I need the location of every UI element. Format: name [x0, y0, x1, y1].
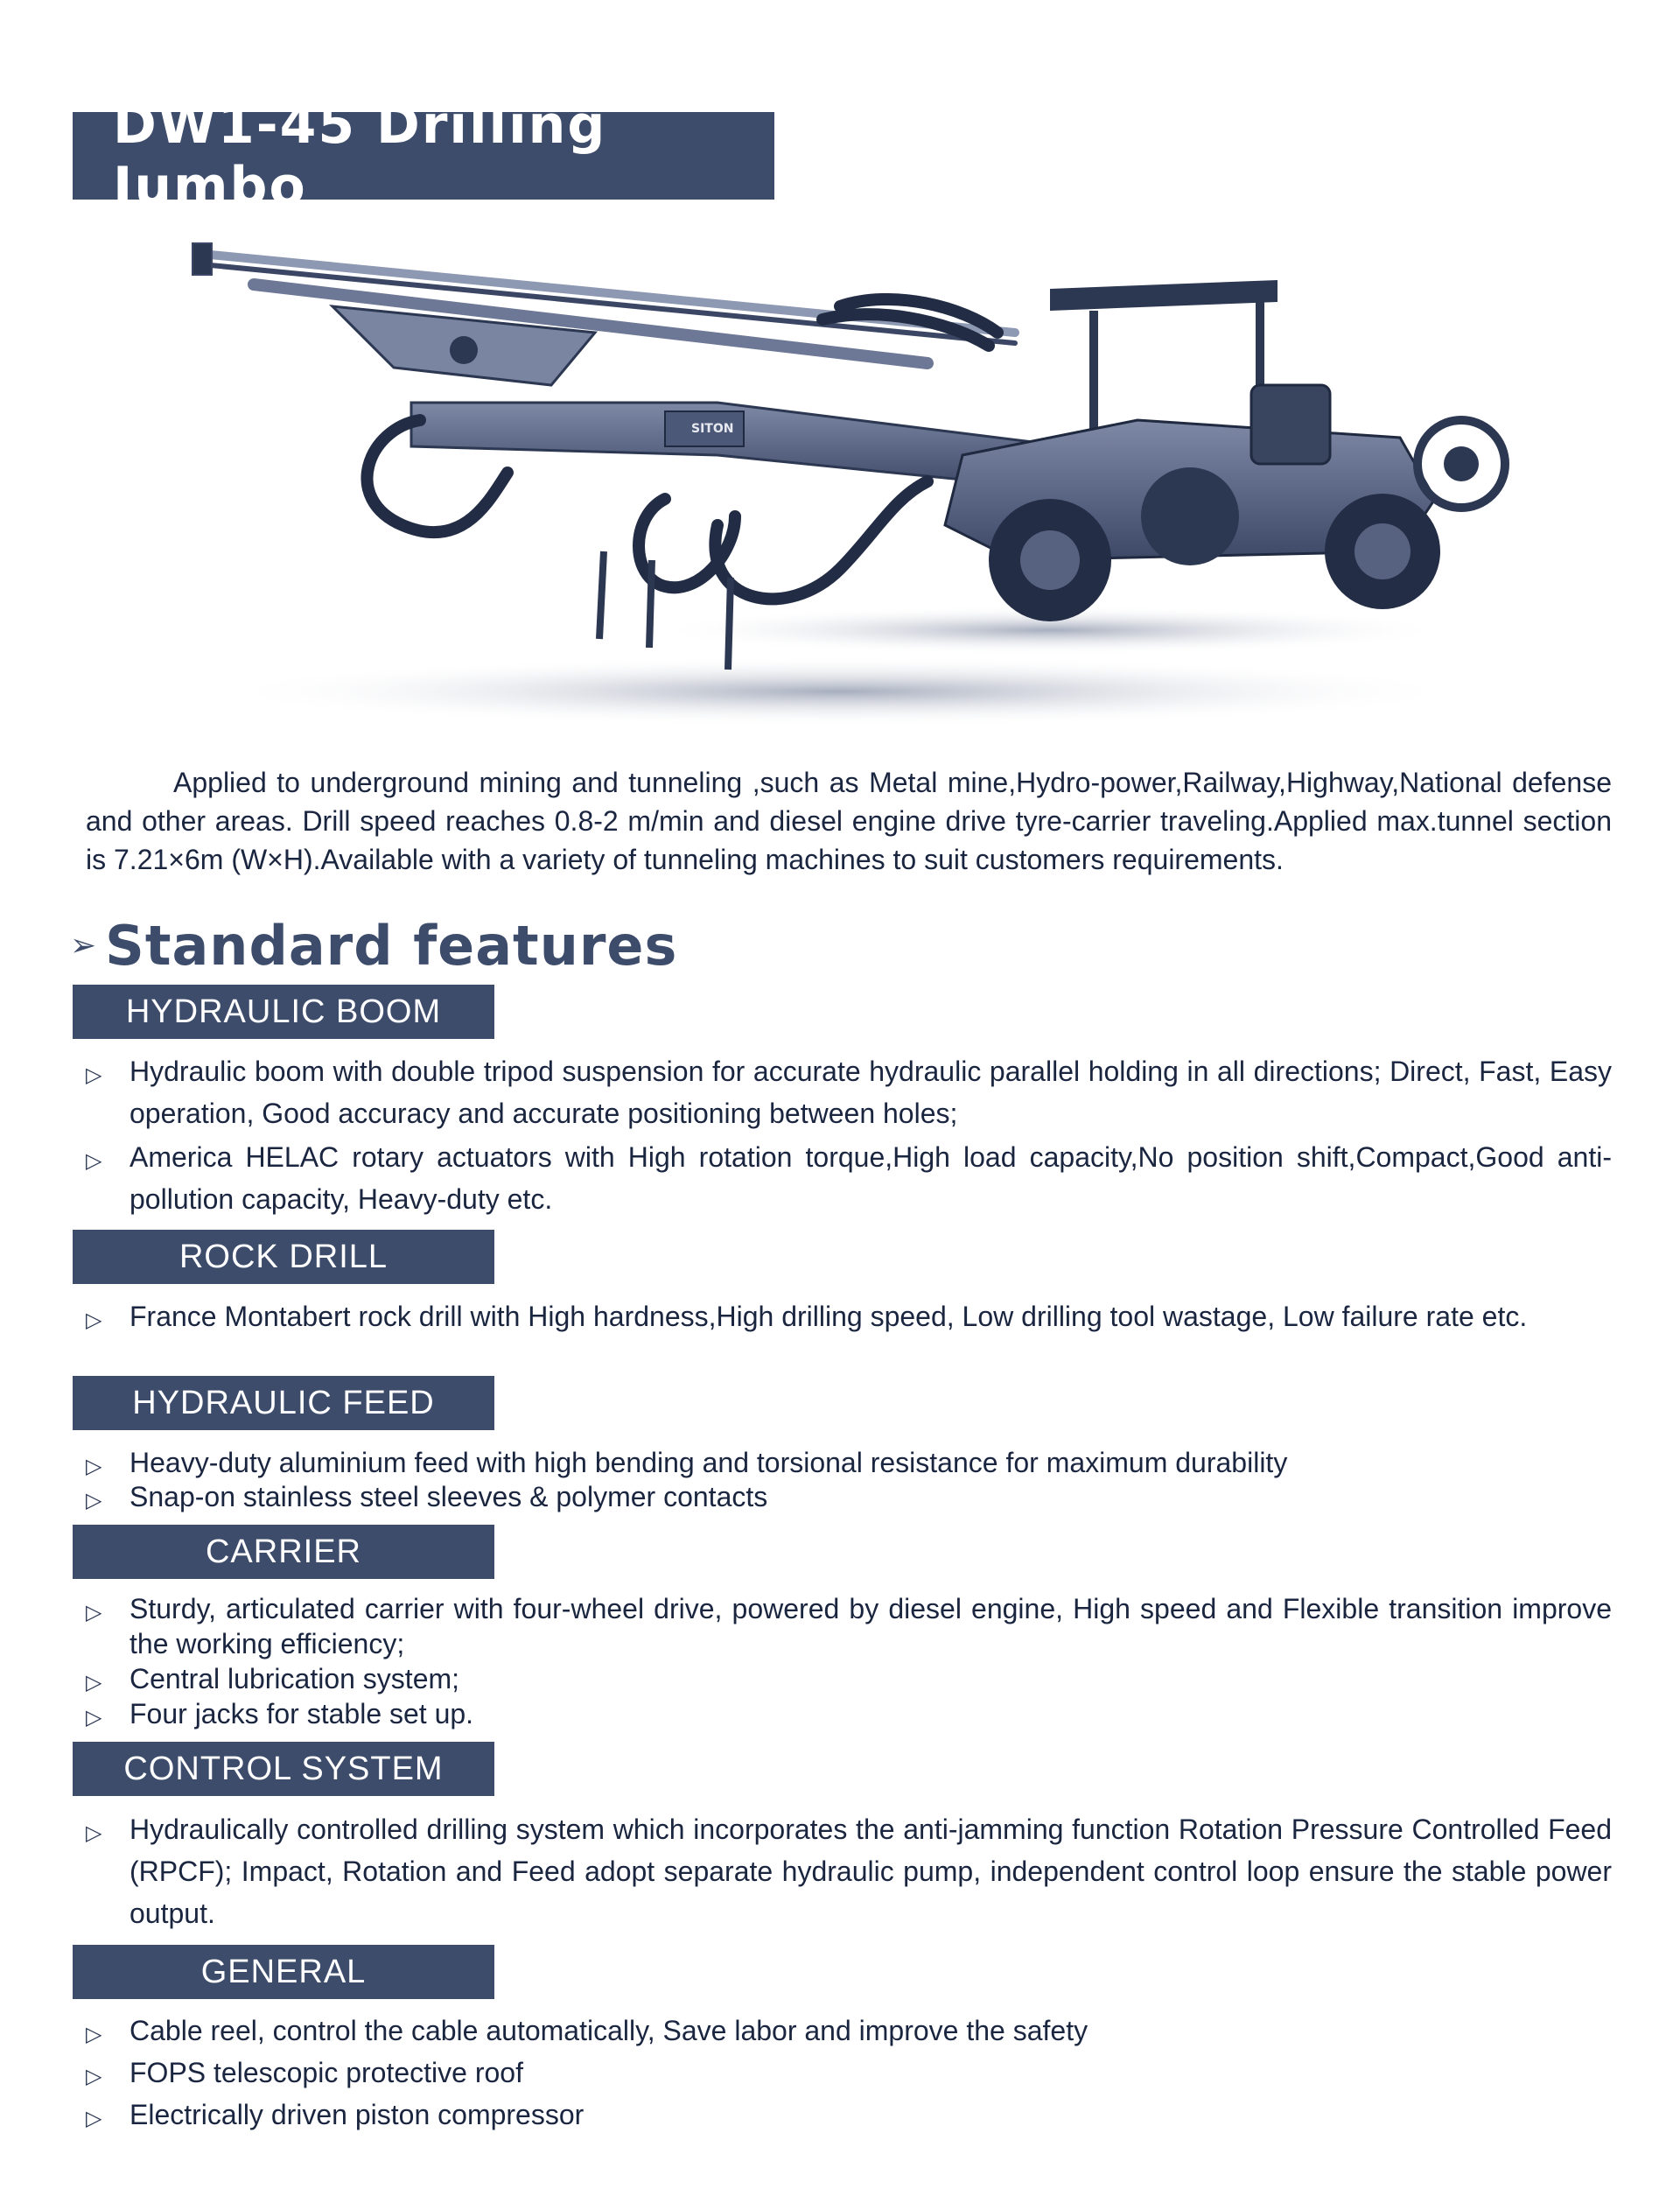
section-header-hydraulic-feed: HYDRAULIC FEED — [73, 1376, 494, 1430]
list-item — [86, 1050, 1612, 1134]
section-header-carrier: CARRIER — [73, 1525, 494, 1579]
list-item — [86, 1299, 1612, 1337]
list-item-text: Electrically driven piston compressor — [130, 2099, 584, 2130]
standard-features-title: Standard features — [105, 913, 678, 978]
list-item — [86, 2052, 1612, 2097]
intro-text: Applied to underground mining and tunneling ,such as Metal mine,Hydro-power,Railway,Highway,National defense and other areas. Drill speed reaches 0.8-2 m/min and diesel engine drive tyre-carrier traveling.Applied max.tunnel section is 7.21×6m (W×H).Available with a variety of tunneling machines to suit customers requirements. — [86, 767, 1612, 875]
list-item-text: FOPS telescopic protective roof — [130, 2057, 523, 2088]
list-item-text: France Montabert rock drill with High hardness,High drilling speed, Low drilling tool wastage, Low failure rate etc. — [130, 1301, 1528, 1332]
list-item — [86, 1808, 1612, 1934]
list-item-text: Sturdy, articulated carrier with four-wheel drive, powered by diesel engine, High speed and Flexible transition improve the working efficiency; — [130, 1593, 1612, 1659]
list-item-text: Hydraulically controlled drilling system which incorporates the anti-jamming function Rotation Pressure Controlled Feed (RPCF); Impact, Rotation and Feed adopt separate hydraulic pump, independent control loop ensure the stable power output. — [130, 1814, 1612, 1929]
list-item — [86, 1479, 1612, 1518]
list-item — [86, 1445, 1612, 1484]
section-header-rock-drill: ROCK DRILL — [73, 1230, 494, 1284]
page-title: DW1-45 Drilling Jumbo — [73, 112, 774, 200]
list-item — [86, 1661, 1612, 1700]
list-item — [86, 1591, 1612, 1661]
triangle-bullet-icon: ▷ — [86, 2064, 102, 2088]
list-item — [86, 2010, 1612, 2055]
brand-label: SITON — [691, 422, 734, 436]
triangle-bullet-icon: ▷ — [86, 1454, 102, 1478]
intro-paragraph — [86, 763, 1612, 879]
triangle-bullet-icon: ▷ — [86, 1670, 102, 1694]
triangle-bullet-icon: ▷ — [86, 1705, 102, 1729]
section-header-control-system: CONTROL SYSTEM — [73, 1742, 494, 1796]
list-item-text: Snap-on stainless steel sleeves & polymer contacts — [130, 1481, 768, 1512]
list-item-text: Four jacks for stable set up. — [130, 1698, 474, 1729]
list-item-text: Hydraulic boom with double tripod suspension for accurate hydraulic parallel holding in all directions; Direct, Fast, Easy operation, Good accuracy and accurate positioning between holes; — [130, 1056, 1612, 1129]
list-item-text: Central lubrication system; — [130, 1663, 460, 1694]
list-item-text: America HELAC rotary actuators with High rotation torque,High load capacity,No position shift,Compact,Good anti-pollution capacity, Heavy-duty etc. — [130, 1141, 1612, 1215]
triangle-bullet-icon: ▷ — [86, 1308, 102, 1332]
drilling-jumbo-image — [175, 236, 1522, 761]
list-item-text: Cable reel, control the cable automatically, Save labor and improve the safety — [130, 2015, 1088, 2046]
section-header-hydraulic-boom: HYDRAULIC BOOM — [73, 985, 494, 1039]
triangle-bullet-icon: ▷ — [86, 1148, 102, 1173]
list-item — [86, 1136, 1612, 1220]
triangle-bullet-icon: ▷ — [86, 1063, 102, 1087]
triangle-bullet-icon: ▷ — [86, 1821, 102, 1845]
standard-features-heading — [70, 910, 677, 980]
triangle-bullet-icon: ▷ — [86, 1600, 102, 1624]
arrow-icon: ➢ — [70, 927, 97, 964]
list-item-text: Heavy-duty aluminium feed with high bending and torsional resistance for maximum durability — [130, 1447, 1288, 1478]
list-item — [86, 2094, 1612, 2139]
triangle-bullet-icon: ▷ — [86, 2106, 102, 2130]
section-header-general: GENERAL — [73, 1945, 494, 1999]
triangle-bullet-icon: ▷ — [86, 2022, 102, 2046]
list-item — [86, 1696, 1612, 1735]
triangle-bullet-icon: ▷ — [86, 1488, 102, 1512]
